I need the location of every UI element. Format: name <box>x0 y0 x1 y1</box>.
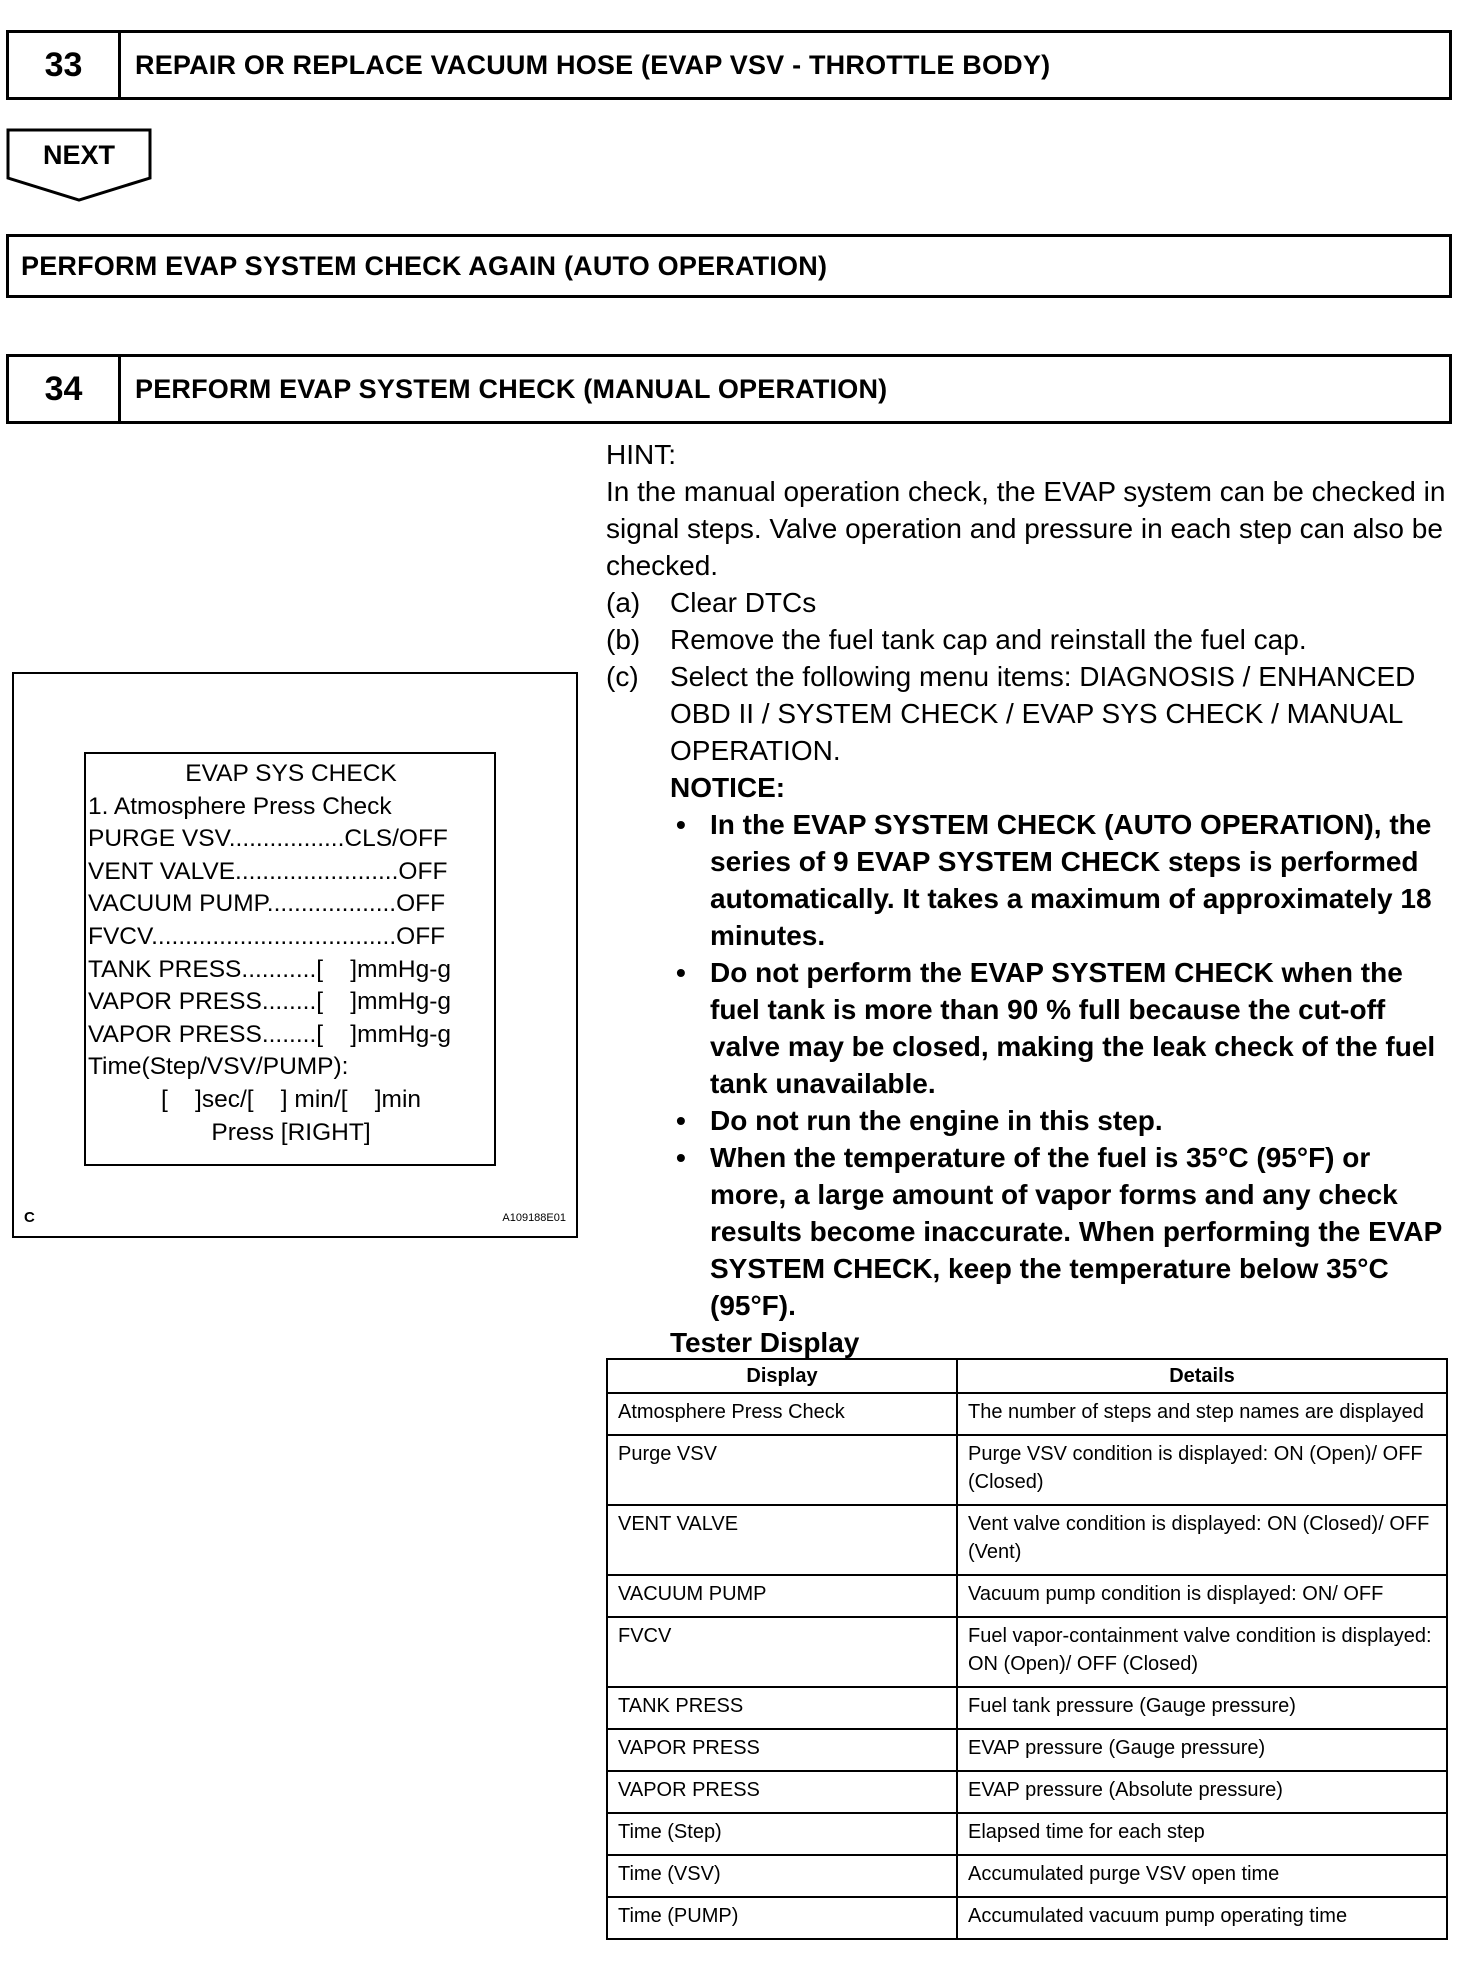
details-cell: Fuel vapor-containment valve condition is displayed: ON (Open)/ OFF (Closed) <box>957 1617 1447 1687</box>
screen-time-line: [ ]sec/[ ] min/[ ]min <box>160 1085 422 1113</box>
figure-id: A109188E01 <box>502 1212 566 1224</box>
table-row <box>607 1771 1447 1813</box>
table-row <box>607 1855 1447 1897</box>
details-cell: Accumulated vacuum pump operating time <box>957 1897 1447 1939</box>
tester-display-table <box>606 1358 1448 1940</box>
tester-screen-figure <box>12 672 578 1238</box>
display-cell: Atmosphere Press Check <box>607 1393 957 1435</box>
details-cell: Elapsed time for each step <box>957 1813 1447 1855</box>
perform-again-box <box>6 234 1452 298</box>
details-cell: Vent valve condition is displayed: ON (Closed)/ OFF (Vent) <box>957 1505 1447 1575</box>
screen-line: Time(Step/VSV/PUMP): <box>88 1053 349 1081</box>
step-item-c <box>606 658 1446 769</box>
details-cell: Accumulated purge VSV open time <box>957 1855 1447 1897</box>
item-text: Clear DTCs <box>670 587 817 618</box>
display-cell: TANK PRESS <box>607 1687 957 1729</box>
screen-line: VAPOR PRESS........[ ]mmHg-g <box>88 988 452 1016</box>
next-label: NEXT <box>42 140 115 170</box>
table-row <box>607 1687 1447 1729</box>
details-cell: Vacuum pump condition is displayed: ON/ OFF <box>957 1575 1447 1617</box>
display-cell: Time (Step) <box>607 1813 957 1855</box>
perform-again-text: PERFORM EVAP SYSTEM CHECK AGAIN (AUTO OPERATION) <box>21 250 828 281</box>
tester-display-title: Tester Display <box>670 1327 860 1358</box>
table-header-cell: Display <box>607 1359 957 1393</box>
table-row <box>607 1393 1447 1435</box>
notice-list <box>606 806 1446 1324</box>
table-row <box>607 1435 1447 1505</box>
step-33-title: REPAIR OR REPLACE VACUUM HOSE (EVAP VSV - THROTTLE BODY) <box>135 49 1051 80</box>
item-text: Select the following menu items: DIAGNOSIS / ENHANCED OBD II / SYSTEM CHECK / EVAP SYS CHECK / MANUAL OPERATION. <box>670 661 1416 766</box>
screen-press-line: Press [RIGHT] <box>211 1118 371 1146</box>
item-label: (a) <box>606 587 641 618</box>
notice-item <box>670 806 1446 954</box>
step-34-number: 34 <box>9 357 121 421</box>
table-header-row <box>607 1359 1447 1393</box>
display-cell: VACUUM PUMP <box>607 1575 957 1617</box>
bullet-icon: • <box>676 1105 686 1136</box>
step-item-b <box>606 621 1446 658</box>
display-cell: VAPOR PRESS <box>607 1771 957 1813</box>
display-cell: VAPOR PRESS <box>607 1729 957 1771</box>
notice-item <box>670 1102 1446 1139</box>
screen-line: FVCV....................................OFF <box>88 922 446 950</box>
screen-line: 1. Atmosphere Press Check <box>88 792 392 820</box>
item-text: Remove the fuel tank cap and reinstall the fuel cap. <box>670 624 1307 655</box>
notice-text: Do not perform the EVAP SYSTEM CHECK when the fuel tank is more than 90 % full because the cut-off valve may be closed, making the leak check of the fuel tank unavailable. <box>710 957 1436 1099</box>
bullet-icon: • <box>676 809 686 840</box>
display-cell: Time (PUMP) <box>607 1897 957 1939</box>
notice-text: In the EVAP SYSTEM CHECK (AUTO OPERATION), the series of 9 EVAP SYSTEM CHECK steps is performed automatically. It takes a maximum of approximately 18 minutes. <box>710 809 1432 951</box>
details-cell: Purge VSV condition is displayed: ON (Open)/ OFF (Closed) <box>957 1435 1447 1505</box>
notice-text: When the temperature of the fuel is 35°C (95°F) or more, a large amount of vapor forms and any check results become inaccurate. When performing the EVAP SYSTEM CHECK, keep the temperature below 35°C (95°F). <box>710 1142 1442 1321</box>
display-cell: VENT VALVE <box>607 1505 957 1575</box>
table-row <box>607 1813 1447 1855</box>
screen-title: EVAP SYS CHECK <box>185 760 397 787</box>
notice-item <box>670 954 1446 1102</box>
next-arrow <box>6 128 152 202</box>
item-label: (c) <box>606 661 639 692</box>
notice-text: Do not run the engine in this step. <box>710 1105 1163 1136</box>
notice-title: NOTICE: <box>670 772 786 803</box>
details-cell: EVAP pressure (Absolute pressure) <box>957 1771 1447 1813</box>
display-cell: FVCV <box>607 1617 957 1687</box>
screen-line: VENT VALVE........................OFF <box>88 857 448 885</box>
table-row <box>607 1897 1447 1939</box>
table-row <box>607 1505 1447 1575</box>
hint-label: HINT: <box>606 439 676 470</box>
table-row <box>607 1575 1447 1617</box>
bullet-icon: • <box>676 957 686 988</box>
display-cell: Time (VSV) <box>607 1855 957 1897</box>
screen-line: VAPOR PRESS........[ ]mmHg-g <box>88 1020 452 1048</box>
details-cell: EVAP pressure (Gauge pressure) <box>957 1729 1447 1771</box>
instructions <box>606 436 1446 1361</box>
hint-text: In the manual operation check, the EVAP system can be checked in signal steps. Valve operation and pressure in each step can also be checked. <box>606 476 1446 581</box>
step-item-a <box>606 584 1446 621</box>
step-33-number: 33 <box>9 33 121 97</box>
figure-corner-letter: C <box>24 1209 35 1226</box>
screen-line: VACUUM PUMP...................OFF <box>88 890 446 918</box>
bullet-icon: • <box>676 1142 686 1173</box>
details-cell: Fuel tank pressure (Gauge pressure) <box>957 1687 1447 1729</box>
step-34-header <box>6 354 1452 424</box>
tester-screen <box>84 752 496 1166</box>
notice-item <box>670 1139 1446 1324</box>
step-33-header <box>6 30 1452 100</box>
table-row <box>607 1729 1447 1771</box>
table-header-cell: Details <box>957 1359 1447 1393</box>
display-cell: Purge VSV <box>607 1435 957 1505</box>
step-34-title: PERFORM EVAP SYSTEM CHECK (MANUAL OPERATION) <box>135 373 888 404</box>
table-row <box>607 1617 1447 1687</box>
screen-line: PURGE VSV.................CLS/OFF <box>88 825 448 853</box>
item-label: (b) <box>606 624 641 655</box>
screen-line: TANK PRESS...........[ ]mmHg-g <box>88 955 452 983</box>
details-cell: The number of steps and step names are displayed <box>957 1393 1447 1435</box>
